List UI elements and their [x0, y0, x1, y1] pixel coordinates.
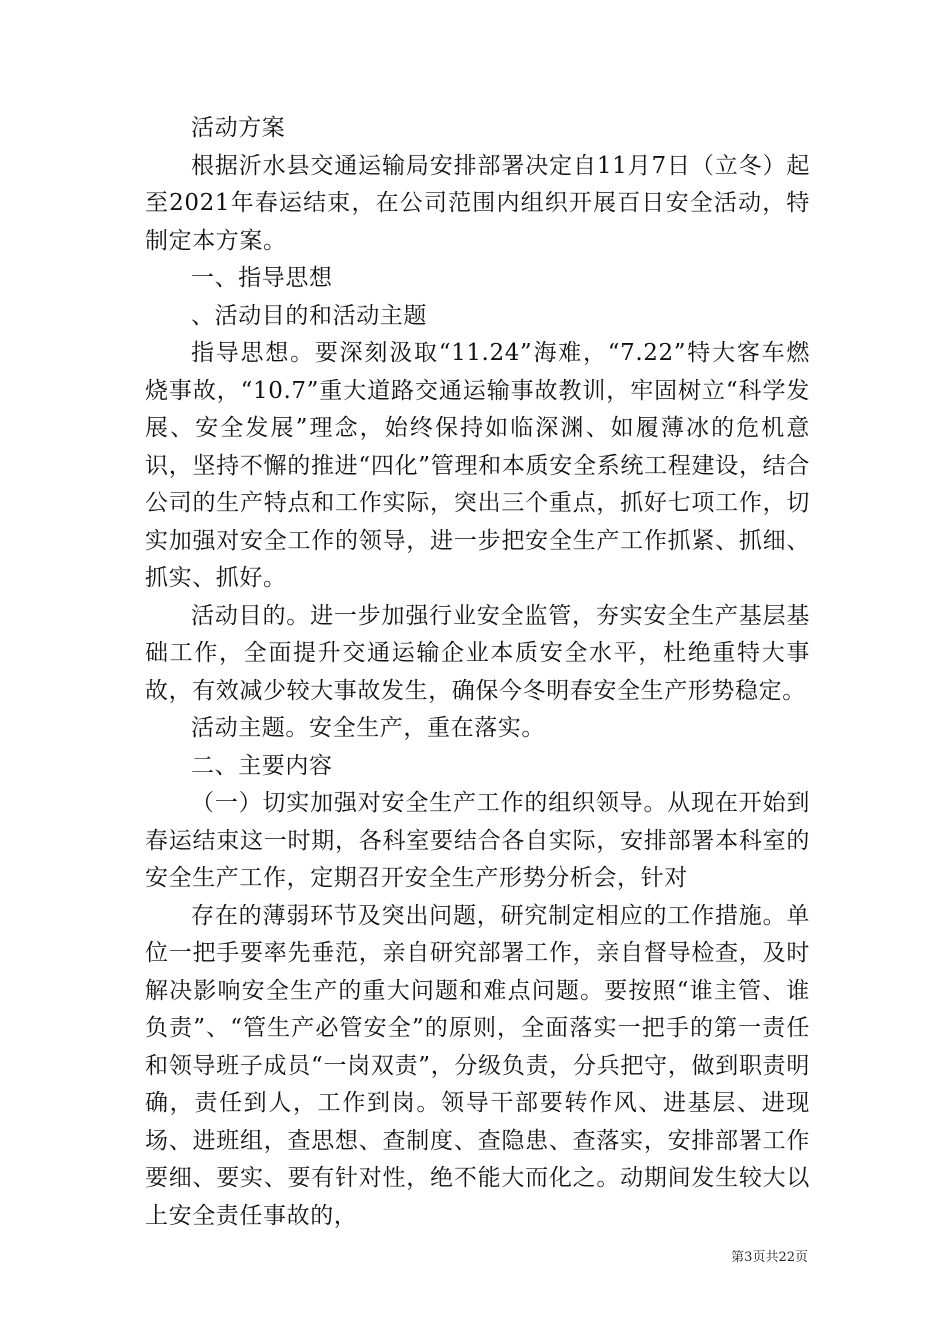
document-title: 活动方案: [191, 115, 286, 141]
section-heading-guiding-ideology: 一、指导思想: [191, 265, 333, 291]
document-body: [145, 110, 810, 1235]
main-content-item-1-continued: 存在的薄弱环节及突出问题，研究制定相应的工作措施。单位一把手要率先垂范，亲自研究部署工作，亲自督导检查，及时解决影响安全生产的重大问题和难点问题。要按照“谁主管、谁负责”、“管生产必管安全”的原则，全面落实一把手的第一责任和领导班子成员“一岗双责”，分级负责，分兵把守，做到职责明确，责任到人，工作到岗。领导干部要转作风、进基层、进现场、进班组，查思想、查制度、查隐患、查落实，安排部署工作要细、要实、要有针对性，绝不能大而化之。动期间发生较大以上安全责任事故的，: [145, 902, 810, 1229]
page-number: 第3页共22页: [731, 1250, 808, 1265]
guiding-ideology-paragraph: 指导思想。要深刻汲取“11.24”海难，“7.22”特大客车燃烧事故，“10.7”重大道路交通运输事故教训，牢固树立“科学发展、安全发展”理念，始终保持如临深渊、如履薄冰的危机意识，坚持不懈的推进“四化”管理和本质安全系统工程建设，结合公司的生产特点和工作实际，突出三个重点，抓好七项工作，切实加强对安全工作的领导，进一步把安全生产工作抓紧、抓细、抓实、抓好。: [145, 340, 810, 591]
activity-theme-paragraph: 活动主题。安全生产，重在落实。: [191, 715, 545, 741]
section-heading-goals-and-theme: 、活动目的和活动主题: [191, 302, 427, 329]
section-heading-main-content: 二、主要内容: [191, 752, 333, 779]
activity-goal-paragraph: 活动目的。进一步加强行业安全监管，夯实安全生产基层基础工作，全面提升交通运输企业本质安全水平，杜绝重特大事故，有效减少较大事故发生，确保今冬明春安全生产形势稳定。: [145, 602, 810, 704]
intro-paragraph: 根据沂水县交通运输局安排部署决定自11月7日（立冬）起至2021年春运结束，在公司范围内组织开展百日安全活动，特制定本方案。: [145, 152, 810, 254]
main-content-item-1: （一）切实加强对安全生产工作的组织领导。从现在开始到春运结束这一时期，各科室要结合各自实际，安排部署本科室的安全生产工作，定期召开安全生产形势分析会，针对: [145, 790, 810, 891]
